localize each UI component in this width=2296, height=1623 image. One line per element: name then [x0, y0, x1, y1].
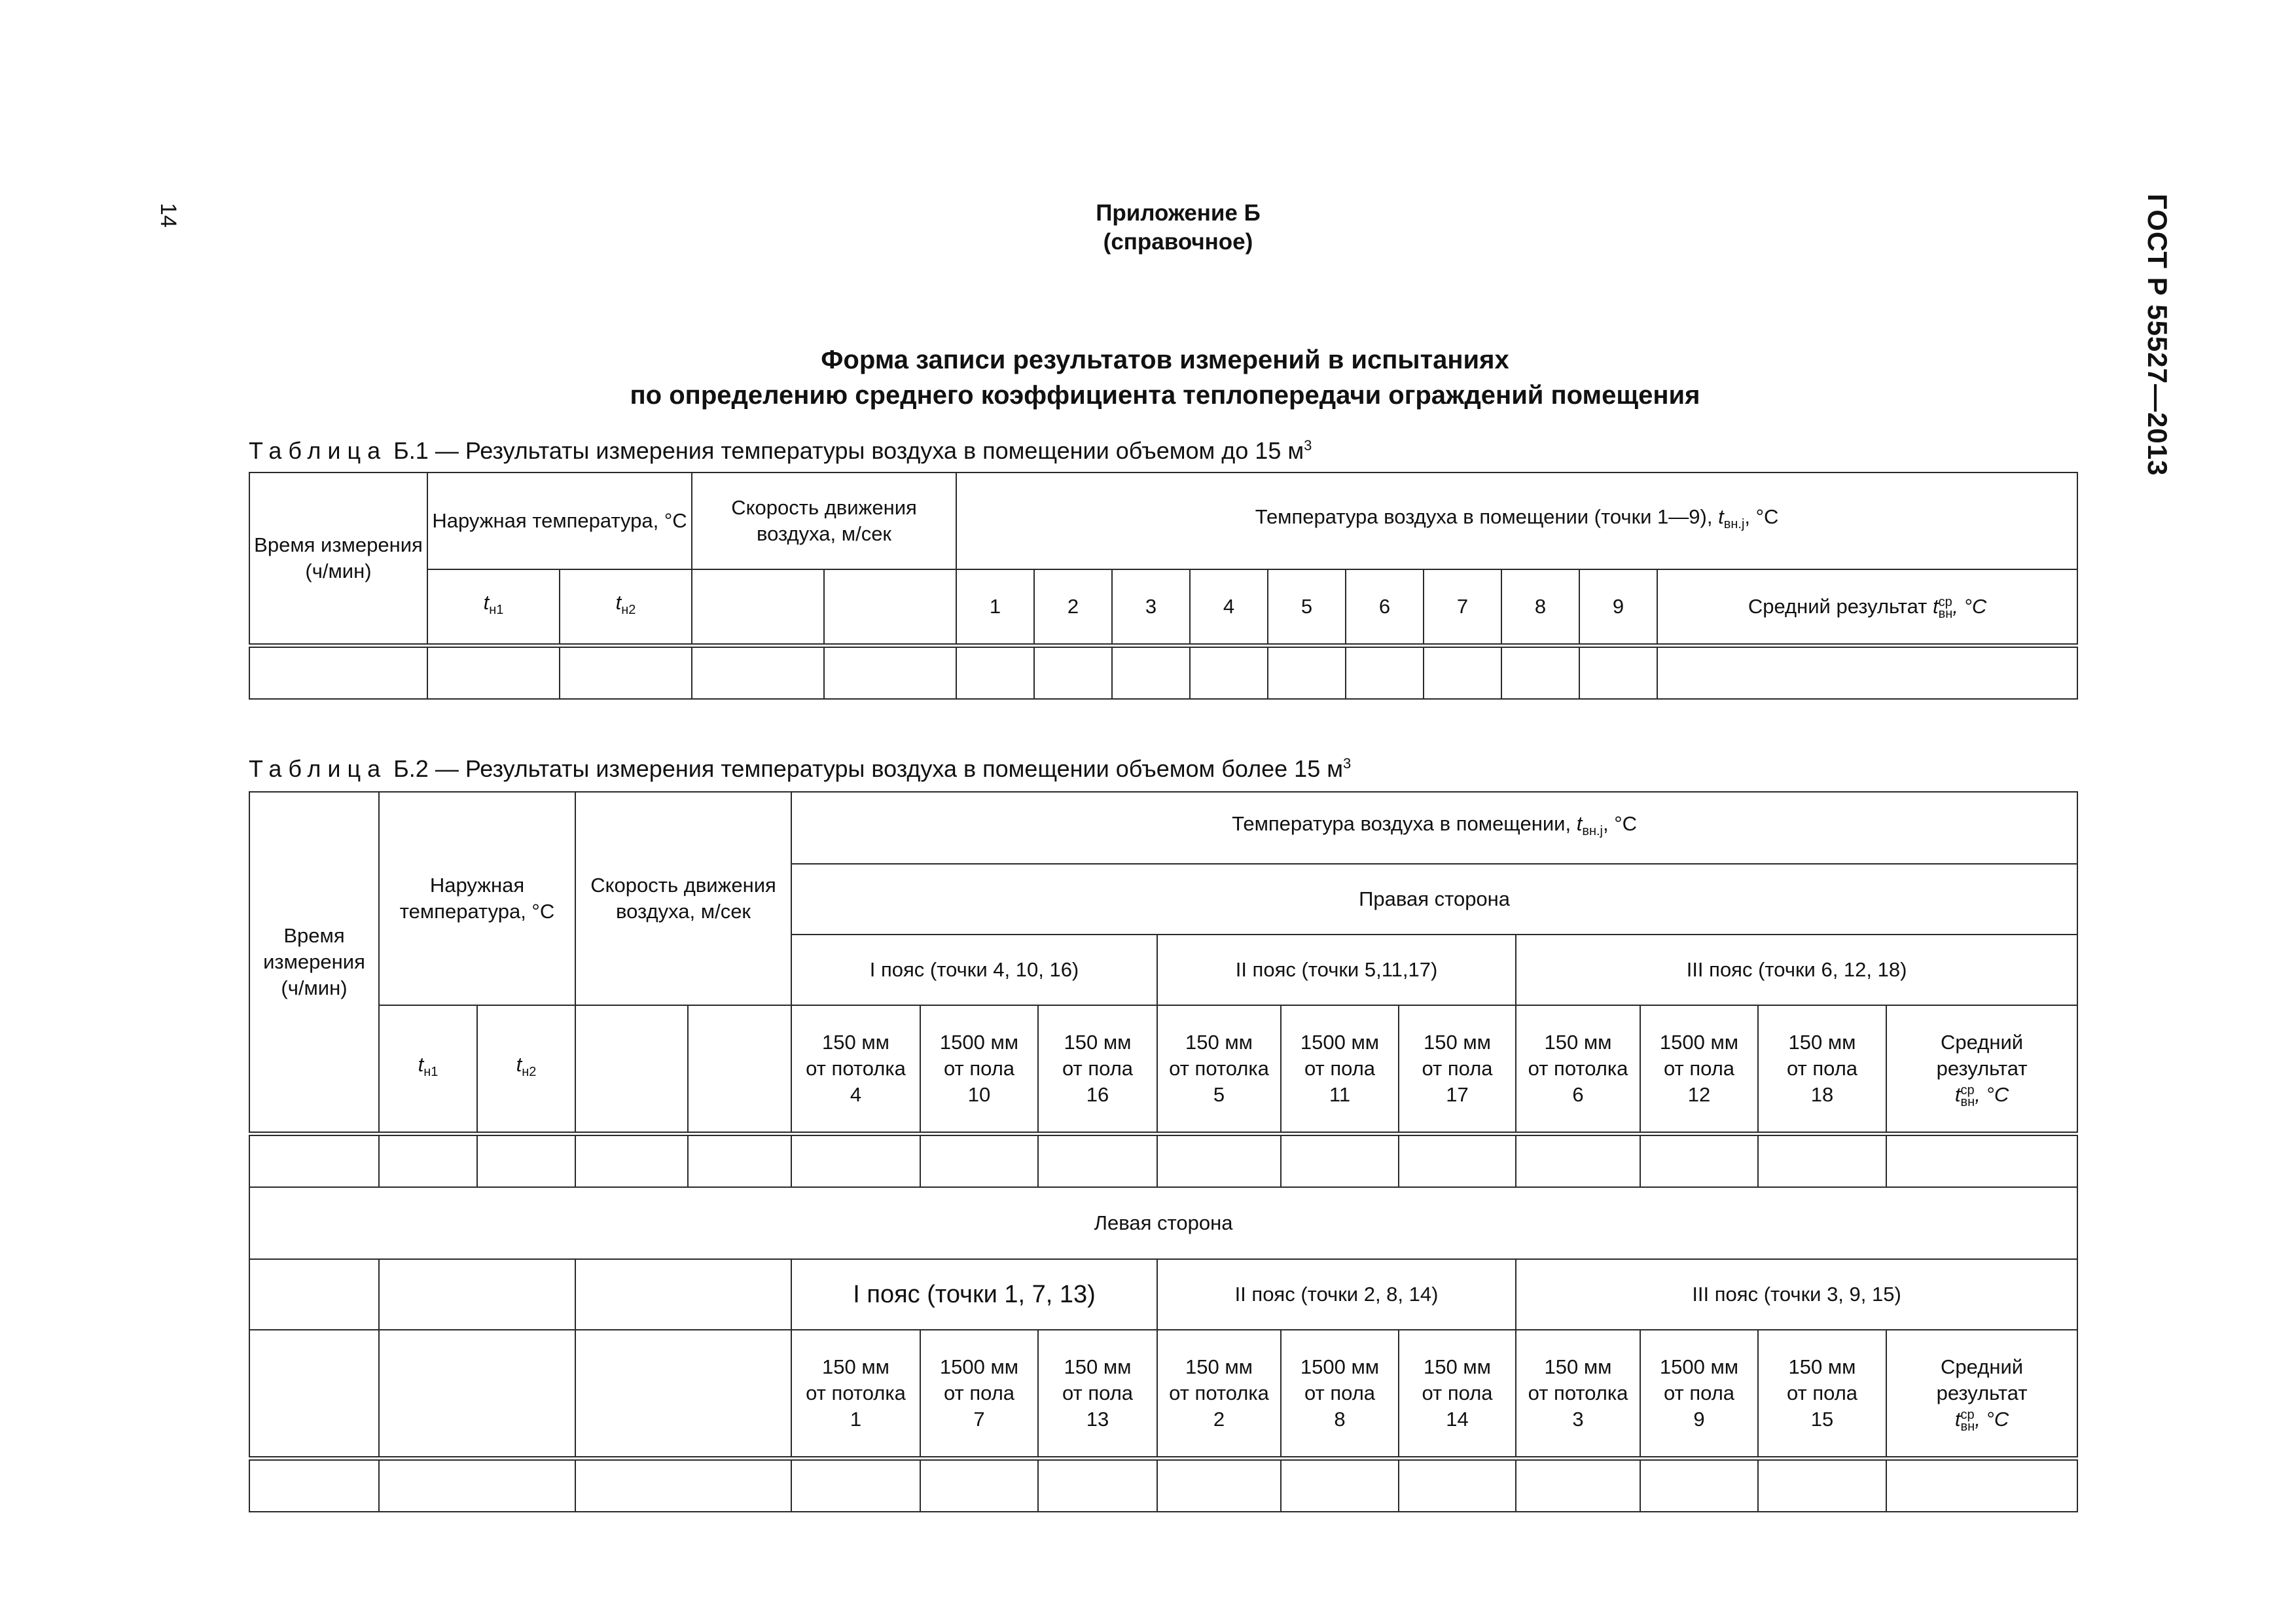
avg-symbol: t [1954, 1407, 1961, 1431]
t1-room-temp-suffix: , °С [1744, 505, 1779, 529]
t2-data-cell [1157, 1458, 1281, 1512]
col-point: 12 [1687, 1082, 1711, 1106]
t1-data-cell [427, 645, 560, 699]
col-point: 17 [1446, 1082, 1469, 1106]
avg-line2: результат [1936, 1381, 2028, 1404]
t1-data-cell [1501, 645, 1579, 699]
col-line2: от пола [943, 1381, 1015, 1404]
col-point: 3 [1572, 1407, 1584, 1431]
avg-symbol: t [1954, 1082, 1961, 1106]
t1-room-temp-symbol: t [1718, 505, 1724, 529]
col-line1: 150 мм [1544, 1355, 1612, 1378]
t1-tn2-sub: н2 [621, 603, 636, 618]
t2-data-cell [379, 1458, 575, 1512]
col-line2: от пола [1786, 1381, 1858, 1404]
t2-data-cell [575, 1458, 791, 1512]
avg-sup: ср [1960, 1082, 1975, 1097]
avg-line1: Средний [1941, 1355, 2024, 1378]
t1-air-speed-col1 [692, 569, 824, 645]
t2-left-col-header [1157, 1330, 1281, 1458]
t2-data-cell [1516, 1133, 1640, 1187]
col-line2: от пола [1304, 1381, 1376, 1404]
t1-avg-sub: вн [1938, 606, 1953, 621]
avg-line2: результат [1936, 1056, 2028, 1080]
t2-data-cell [1281, 1133, 1399, 1187]
t2-outdoor-temp-header: Наружная температура, °С [379, 792, 575, 1005]
t2-left-avg-header [1886, 1330, 2077, 1458]
t2-right-col-header [1157, 1005, 1281, 1133]
t1-data-cell [1579, 645, 1657, 699]
col-line2: от пола [1663, 1381, 1735, 1404]
form-title-line1: Форма записи результатов измерений в испытаниях [821, 346, 1509, 374]
t2-room-temp-header [791, 792, 2077, 864]
col-line1: 150 мм [822, 1030, 889, 1054]
t1-data-cell [1268, 645, 1346, 699]
col-point: 5 [1213, 1082, 1225, 1106]
col-line2: от пола [1663, 1056, 1735, 1080]
col-line2: от потолка [1169, 1056, 1269, 1080]
t2-right-col-header [1640, 1005, 1758, 1133]
col-point: 8 [1334, 1407, 1346, 1431]
t2-room-temp-prefix: Температура воздуха в помещении, [1232, 812, 1577, 836]
t2-data-cell [791, 1458, 920, 1512]
t2-left-empty [249, 1259, 379, 1330]
t2-left-empty [575, 1259, 791, 1330]
col-point: 6 [1572, 1082, 1584, 1106]
table1-caption-label: Таблица [249, 437, 387, 464]
t2-left-empty [249, 1330, 379, 1458]
col-line1: 150 мм [1185, 1030, 1253, 1054]
col-line1: 150 мм [1424, 1355, 1491, 1378]
t1-avg-header [1657, 569, 2077, 645]
col-point: 11 [1329, 1082, 1351, 1106]
t1-point-header: 1 [956, 569, 1034, 645]
avg-suffix: , °С [1975, 1082, 2009, 1106]
t1-point-header: 3 [1112, 569, 1190, 645]
t1-tn2-symbol: t [615, 591, 622, 615]
col-line1: 150 мм [822, 1355, 889, 1378]
avg-sub: вн [1960, 1419, 1975, 1434]
t2-right-avg-header [1886, 1005, 2077, 1133]
t2-tn2-sub: н2 [522, 1065, 537, 1080]
col-line2: от потолка [1528, 1381, 1628, 1404]
t2-tn1-symbol: t [418, 1053, 424, 1077]
t2-right-col-header [1516, 1005, 1640, 1133]
col-line1: 150 мм [1788, 1355, 1856, 1378]
t2-data-cell [1758, 1133, 1886, 1187]
t2-tn1-sub: н1 [423, 1065, 439, 1080]
t2-data-cell [1886, 1458, 2077, 1512]
t1-data-cell [824, 645, 956, 699]
t2-data-cell [1038, 1133, 1157, 1187]
t2-left-col-header [1399, 1330, 1516, 1458]
t2-left-col-header [1281, 1330, 1399, 1458]
table2 [249, 791, 2078, 1512]
table1-caption-text: Б.1 — Результаты измерения температуры воздуха в помещении объемом до 15 м [393, 437, 1304, 464]
t1-data-cell [956, 645, 1034, 699]
t2-left-empty [379, 1330, 575, 1458]
t1-point-header: 8 [1501, 569, 1579, 645]
t1-point-header: 6 [1346, 569, 1424, 645]
appendix-subtitle: (справочное) [1103, 229, 1253, 255]
t2-right-col-header [1758, 1005, 1886, 1133]
t1-point-header: 5 [1268, 569, 1346, 645]
t2-left-col-header [1758, 1330, 1886, 1458]
col-point: 13 [1086, 1407, 1109, 1431]
t2-data-cell [1758, 1458, 1886, 1512]
t2-data-cell [1640, 1458, 1758, 1512]
t2-left-empty [575, 1330, 791, 1458]
t2-data-cell [791, 1133, 920, 1187]
t2-left-belt-2: II пояс (точки 2, 8, 14) [1157, 1259, 1516, 1330]
t2-data-cell [1640, 1133, 1758, 1187]
avg-sup: ср [1960, 1407, 1975, 1422]
t2-left-col-header [1038, 1330, 1157, 1458]
table1-caption-sup: 3 [1304, 437, 1312, 454]
col-line2: от пола [943, 1056, 1015, 1080]
t2-room-temp-symbol: t [1576, 812, 1583, 836]
t1-data-cell [1346, 645, 1424, 699]
t2-right-side-label: Правая сторона [791, 864, 2077, 935]
col-point: 18 [1810, 1082, 1834, 1106]
t1-tn1-symbol: t [483, 591, 490, 615]
t2-right-col-header [1399, 1005, 1516, 1133]
t1-room-temp-header [956, 473, 2077, 569]
t2-data-cell [920, 1133, 1038, 1187]
t2-air-speed-col1 [575, 1005, 688, 1133]
t2-data-cell [1399, 1458, 1516, 1512]
t2-data-cell [1281, 1458, 1399, 1512]
col-line2: от пола [1422, 1381, 1493, 1404]
col-line2: от потолка [1528, 1056, 1628, 1080]
t1-data-cell [249, 645, 427, 699]
t2-tn2-symbol: t [516, 1053, 522, 1077]
t2-left-side-label: Левая сторона [249, 1187, 2077, 1259]
t2-right-col-header [1038, 1005, 1157, 1133]
col-line1: 150 мм [1185, 1355, 1253, 1378]
col-line2: от пола [1304, 1056, 1376, 1080]
col-point: 16 [1086, 1082, 1109, 1106]
col-point: 1 [850, 1407, 862, 1431]
col-line2: от пола [1422, 1056, 1493, 1080]
col-point: 15 [1810, 1407, 1834, 1431]
col-line2: от пола [1786, 1056, 1858, 1080]
col-point: 7 [973, 1407, 985, 1431]
t1-tn1-header [427, 569, 560, 645]
appendix-title: Приложение Б [1096, 200, 1261, 226]
t2-data-cell [379, 1133, 477, 1187]
col-line1: 150 мм [1064, 1030, 1132, 1054]
col-line1: 1500 мм [1300, 1355, 1380, 1378]
t1-air-speed-header: Скорость движения воздуха, м/сек [692, 473, 956, 569]
col-point: 4 [850, 1082, 862, 1106]
col-line1: 150 мм [1544, 1030, 1612, 1054]
t1-room-temp-prefix: Температура воздуха в помещении (точки 1—9), [1255, 505, 1719, 529]
col-point: 2 [1213, 1407, 1225, 1431]
col-line1: 150 мм [1064, 1355, 1132, 1378]
t1-avg-sup: ср [1938, 594, 1952, 609]
col-line2: от потолка [1169, 1381, 1269, 1404]
col-line1: 150 мм [1424, 1030, 1491, 1054]
t2-right-col-header [791, 1005, 920, 1133]
t1-point-header: 4 [1190, 569, 1268, 645]
col-line1: 150 мм [1788, 1030, 1856, 1054]
t2-data-cell [1038, 1458, 1157, 1512]
col-line2: от потолка [806, 1056, 906, 1080]
t2-data-cell [249, 1458, 379, 1512]
t1-data-cell [560, 645, 692, 699]
table1-caption [249, 437, 1312, 465]
col-point: 9 [1693, 1407, 1705, 1431]
t2-time-header: Время измерения (ч/мин) [249, 792, 379, 1133]
t2-right-belt-3: III пояс (точки 6, 12, 18) [1516, 935, 2077, 1005]
t2-data-cell [688, 1133, 791, 1187]
col-line1: 1500 мм [1300, 1030, 1380, 1054]
col-line2: от пола [1062, 1381, 1134, 1404]
t1-time-header: Время измерения (ч/мин) [249, 473, 427, 645]
t2-data-cell [1886, 1133, 2077, 1187]
col-line1: 1500 мм [939, 1355, 1019, 1378]
table2-caption-sup: 3 [1342, 755, 1352, 772]
t1-avg-suffix: , °С [1952, 594, 1987, 618]
t1-point-header: 9 [1579, 569, 1657, 645]
col-line1: 1500 мм [939, 1030, 1019, 1054]
t1-tn2-header [560, 569, 692, 645]
standard-code: ГОСТ Р 55527—2013 [2142, 194, 2173, 476]
t1-point-header: 7 [1424, 569, 1501, 645]
t2-room-temp-sub: вн.j [1582, 824, 1603, 839]
avg-line1: Средний [1941, 1030, 2024, 1054]
t1-data-cell [1034, 645, 1112, 699]
t2-data-cell [477, 1133, 575, 1187]
t2-data-cell [575, 1133, 688, 1187]
t1-data-cell [692, 645, 824, 699]
page-number: 14 [156, 203, 181, 228]
t2-room-temp-suffix: , °С [1602, 812, 1637, 836]
t1-room-temp-sub: вн.j [1723, 517, 1745, 532]
form-title-line2: по определению среднего коэффициента теплопередачи ограждений помещения [630, 381, 1700, 410]
t2-left-col-header [920, 1330, 1038, 1458]
t1-data-cell [1112, 645, 1190, 699]
t1-point-header: 2 [1034, 569, 1112, 645]
t1-data-cell [1190, 645, 1268, 699]
t2-right-belt-2: II пояс (точки 5,11,17) [1157, 935, 1516, 1005]
col-line2: от пола [1062, 1056, 1134, 1080]
t2-left-col-header [1516, 1330, 1640, 1458]
table2-caption [249, 755, 1351, 783]
t1-data-cell [1657, 645, 2077, 699]
table1 [249, 472, 2078, 700]
col-line1: 1500 мм [1659, 1030, 1739, 1054]
t1-data-cell [1424, 645, 1501, 699]
t2-right-col-header [920, 1005, 1038, 1133]
t2-tn2-header [477, 1005, 575, 1133]
t2-left-belt-1: I пояс (точки 1, 7, 13) [791, 1259, 1157, 1330]
t2-left-col-header [791, 1330, 920, 1458]
t2-data-cell [920, 1458, 1038, 1512]
t2-data-cell [1157, 1133, 1281, 1187]
t1-tn1-sub: н1 [489, 603, 504, 618]
t1-air-speed-col2 [824, 569, 956, 645]
col-line1: 1500 мм [1659, 1355, 1739, 1378]
col-line2: от потолка [806, 1381, 906, 1404]
t2-right-belt-1: I пояс (точки 4, 10, 16) [791, 935, 1157, 1005]
t2-left-belt-3: III пояс (точки 3, 9, 15) [1516, 1259, 2077, 1330]
t1-avg-symbol: t [1933, 594, 1939, 618]
t1-avg-prefix: Средний результат [1748, 594, 1933, 618]
t2-air-speed-col2 [688, 1005, 791, 1133]
avg-suffix: , °С [1975, 1407, 2009, 1431]
t2-air-speed-header: Скорость движения воздуха, м/сек [575, 792, 791, 1005]
t2-left-col-header [1640, 1330, 1758, 1458]
col-point: 14 [1446, 1407, 1469, 1431]
t2-tn1-header [379, 1005, 477, 1133]
t2-data-cell [1399, 1133, 1516, 1187]
avg-sub: вн [1960, 1094, 1975, 1109]
t2-right-col-header [1281, 1005, 1399, 1133]
t2-data-cell [249, 1133, 379, 1187]
table2-caption-text: Б.2 — Результаты измерения температуры воздуха в помещении объемом более 15 м [393, 755, 1343, 782]
t2-left-empty [379, 1259, 575, 1330]
t2-data-cell [1516, 1458, 1640, 1512]
col-point: 10 [967, 1082, 991, 1106]
t1-outdoor-temp-header: Наружная температура, °С [427, 473, 692, 569]
table2-caption-label: Таблица [249, 755, 387, 782]
